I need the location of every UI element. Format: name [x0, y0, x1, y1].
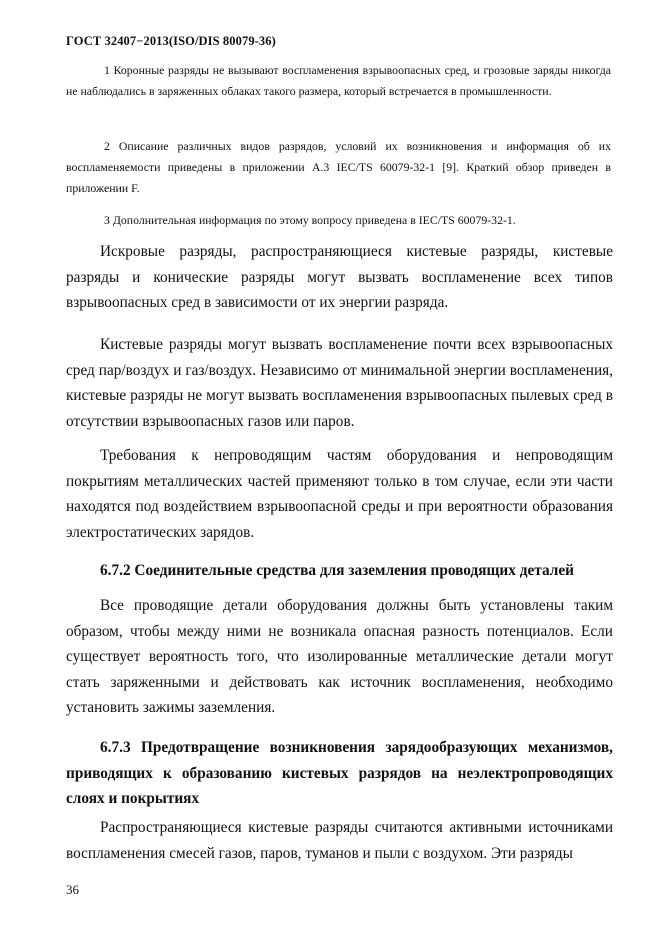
section-heading-6-7-3: 6.7.3 Предотвращение возникновения зарядообразующих механизмов, приводящих к образованию кистевых разрядов на неэлектропроводящих слоях и покрытиях [66, 739, 613, 808]
paragraph-propagating-brush: Распространяющиеся кистевые разряды считаются активными источниками воспламенения смесей газов, паров, туманов и пыли с воздухом. Эти разряды [66, 819, 613, 862]
page-number: 36 [66, 882, 79, 897]
note-2: 2 Описание различных видов разрядов, условий их возникновения и информация об их воспламеняемости приведены в приложении А.3 IEC/TS 60079-32-1 [9]. Краткий обзор приведен в приложении F. [66, 139, 611, 195]
note-1: 1 Коронные разряды не вызывают воспламенения взрывоопасных сред, и грозовые заряды никогда не наблюдались в заряженных облаках такого размера, который встречается в промышленности. [66, 63, 611, 98]
section-heading-6-7-2: 6.7.2 Соединительные средства для заземления проводящих деталей [100, 562, 574, 579]
note-3: 3 Дополнительная информация по этому вопросу приведена в IEC/TS 60079-32-1. [104, 213, 516, 227]
paragraph-nonconductive-requirements: Требования к непроводящим частям оборудования и непроводящим покрытиям металлических частей применяют только в том случае, если эти части находятся под воздействием взрывоопасной среды и при вероятности образования электростатических зарядов. [66, 447, 613, 541]
paragraph-spark-discharges: Искровые разряды, распространяющиеся кистевые разряды, кистевые разряды и конические разряды могут вызвать воспламенение всех типов взрывоопасных сред в зависимости от их энергии разряда. [66, 243, 613, 312]
paragraph-grounding: Все проводящие детали оборудования должны быть установлены таким образом, чтобы между ними не возникала опасная разность потенциалов. Если существует вероятность того, что изолированные металлические детали могут стать заряженными и действовать как источник воспламенения, необходимо установить зажимы заземления. [66, 597, 613, 717]
paragraph-brush-discharges: Кистевые разряды могут вызвать воспламенение почти всех взрывоопасных сред пар/воздух и газ/воздух. Независимо от минимальной энергии воспламенения, кистевые разряды не могут вызвать воспламенения взрывоопасных пылевых сред в отсутствии взрывоопасных газов или паров. [66, 336, 613, 430]
document-header: ГОСТ 32407−2013(ISO/DIS 80079-36) [66, 34, 276, 48]
